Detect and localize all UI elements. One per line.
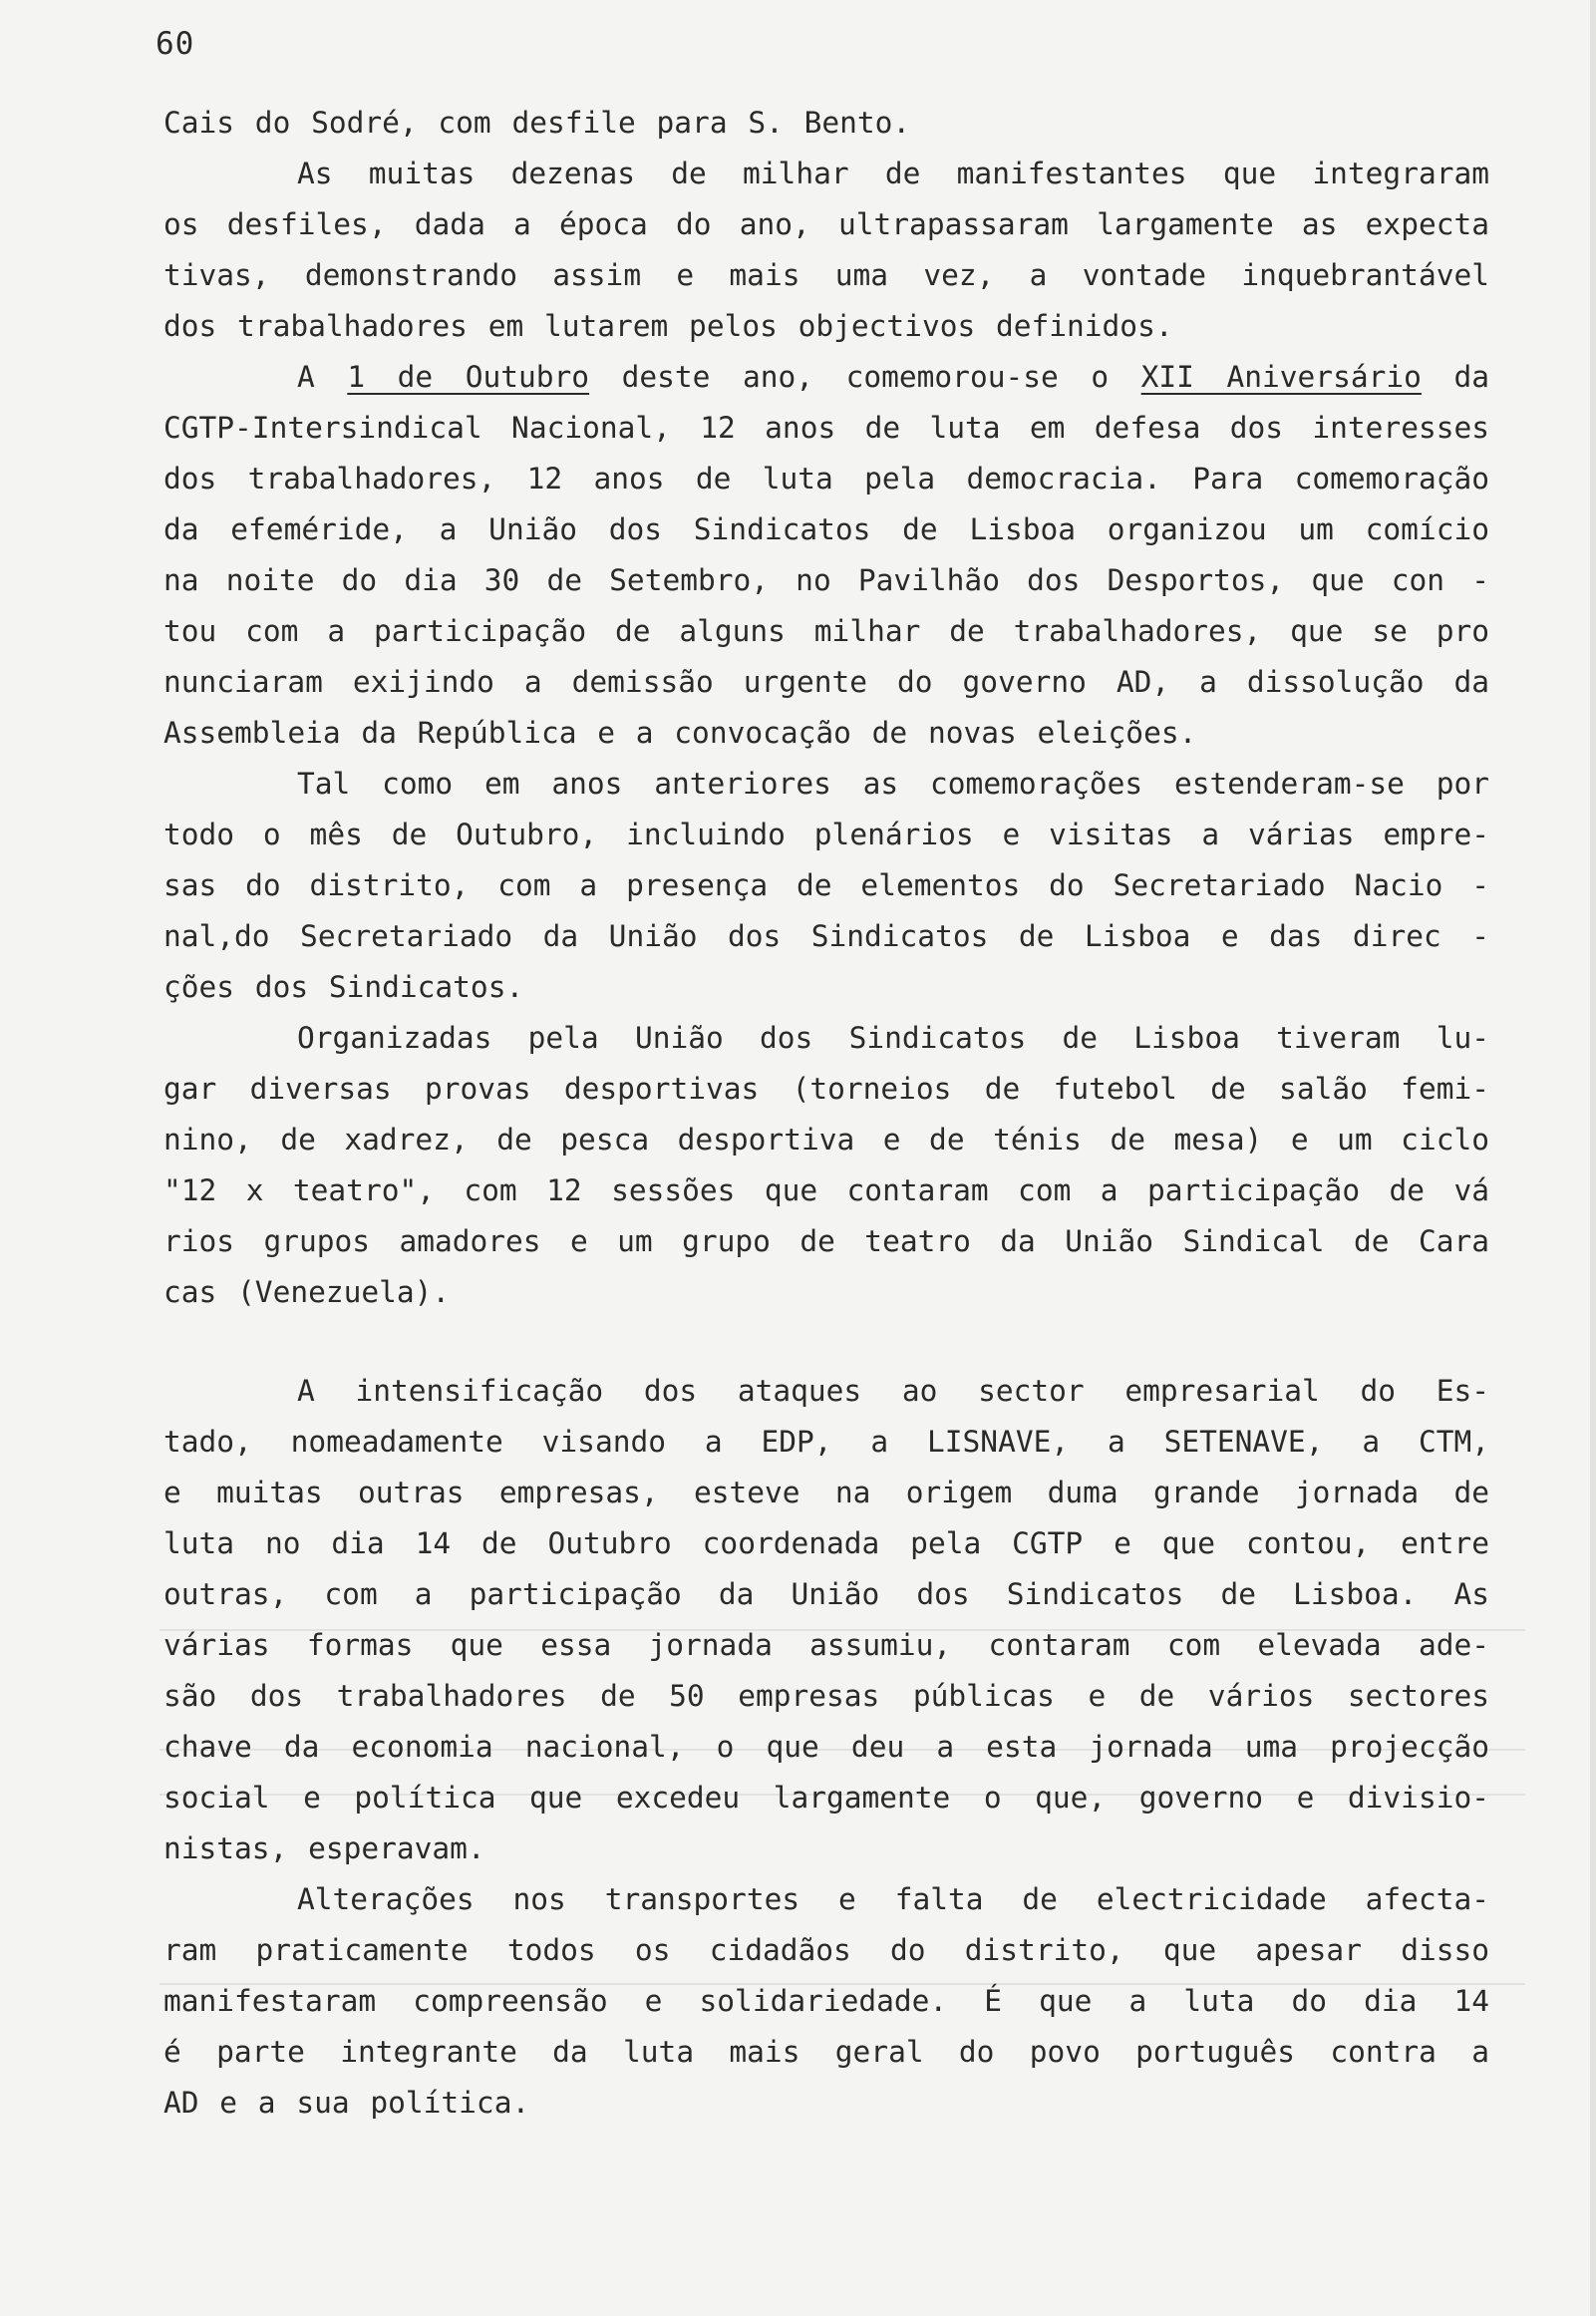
text-line: várias formas que essa jornada assumiu, contaram com elevada ade- (163, 1628, 1489, 1662)
text-line: chave da economia nacional, o que deu a esta jornada uma projecção (163, 1730, 1489, 1764)
text-line: rios grupos amadores e um grupo de teatro da União Sindical de Cara (163, 1224, 1489, 1258)
text-line: da efeméride, a União dos Sindicatos de Lisboa organizou um comício (163, 512, 1489, 546)
text-line: Assembleia da República e a convocação de novas eleições. (163, 716, 1197, 750)
text-segment: A (297, 360, 348, 394)
text-line: os desfiles, dada a época do ano, ultrapassaram largamente as expecta (163, 207, 1489, 241)
text-line: ções dos Sindicatos. (163, 970, 524, 1004)
paragraph-first-line (163, 352, 1489, 403)
page-edge-shadow (1590, 0, 1596, 2316)
text-line: todo o mês de Outubro, incluindo plenários e visitas a várias empre- (163, 818, 1489, 851)
paragraph-first-line: A intensificação dos ataques ao sector empresarial do Es- (297, 1374, 1489, 1408)
underlined-anniversary: XII Aniversário (1140, 360, 1422, 394)
text-line: tado, nomeadamente visando a EDP, a LISNAVE, a SETENAVE, a CTM, (163, 1425, 1489, 1459)
text-line: dos trabalhadores em lutarem pelos objectivos definidos. (163, 309, 1173, 343)
text-line: CGTP-Intersindical Nacional, 12 anos de luta em defesa dos interesses (163, 411, 1489, 445)
text-line: tou com a participação de alguns milhar de trabalhadores, que se pro (163, 614, 1489, 648)
page-number: 60 (156, 26, 195, 62)
text-line: sas do distrito, com a presença de elementos do Secretariado Nacio - (163, 868, 1489, 902)
text-line: nal,do Secretariado da União dos Sindicatos de Lisboa e das direc - (163, 919, 1489, 953)
text-line: na noite do dia 30 de Setembro, no Pavilhão dos Desportos, que con - (163, 563, 1489, 597)
paragraph-first-line: As muitas dezenas de milhar de manifestantes que integraram (297, 157, 1489, 190)
text-line: luta no dia 14 de Outubro coordenada pela CGTP e que contou, entre (163, 1526, 1489, 1560)
text-line: e muitas outras empresas, esteve na origem duma grande jornada de (163, 1476, 1489, 1509)
text-line: é parte integrante da luta mais geral do povo português contra a (163, 2035, 1489, 2069)
paragraph-first-line: Alterações nos transportes e falta de electricidade afecta- (297, 1882, 1489, 1916)
underlined-date: 1 de Outubro (347, 360, 590, 394)
text-line: tivas, demonstrando assim e mais uma vez, a vontade inquebrantável (163, 258, 1489, 292)
text-line: gar diversas provas desportivas (torneios de futebol de salão femi- (163, 1072, 1489, 1106)
body-text (163, 98, 1489, 2129)
text-line: manifestaram compreensão e solidariedade. É que a luta do dia 14 (163, 1984, 1489, 2018)
text-line: nunciaram exijindo a demissão urgente do governo AD, a dissolução da (163, 665, 1489, 699)
text-line: outras, com a participação da União dos Sindicatos de Lisboa. As (163, 1577, 1489, 1611)
text-line: Cais do Sodré, com desfile para S. Bento. (163, 106, 911, 140)
text-line: nistas, esperavam. (163, 1831, 485, 1865)
text-line: dos trabalhadores, 12 anos de luta pela democracia. Para comemoração (163, 462, 1489, 496)
paragraph-first-line: Tal como em anos anteriores as comemorações estenderam-se por (297, 767, 1489, 801)
text-line: são dos trabalhadores de 50 empresas públicas e de vários sectores (163, 1679, 1489, 1713)
paragraph-gap (163, 1318, 1489, 1366)
text-segment: deste ano, comemorou-se o (589, 360, 1141, 394)
text-line: ram praticamente todos os cidadãos do distrito, que apesar disso (163, 1933, 1489, 1967)
text-line: nino, de xadrez, de pesca desportiva e de ténis de mesa) e um ciclo (163, 1123, 1489, 1157)
text-segment: da (1421, 360, 1489, 394)
text-line: social e política que excedeu largamente o que, governo e divisio- (163, 1781, 1489, 1815)
paragraph-first-line: Organizadas pela União dos Sindicatos de Lisboa tiveram lu- (297, 1021, 1489, 1055)
text-line: cas (Venezuela). (163, 1275, 451, 1309)
text-line: AD e a sua política. (163, 2086, 530, 2120)
text-line: "12 x teatro", com 12 sessões que contaram com a participação de vá (163, 1173, 1489, 1207)
